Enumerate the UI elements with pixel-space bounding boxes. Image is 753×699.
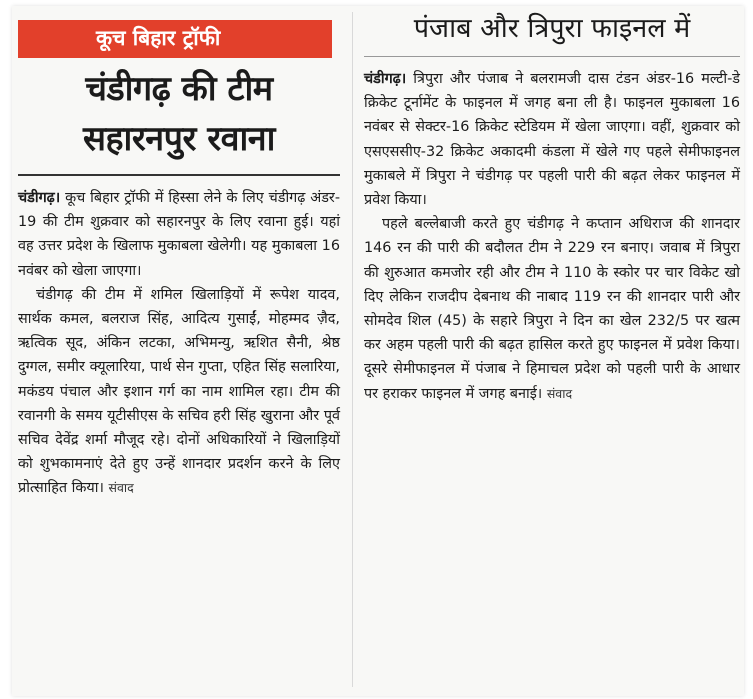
right-dateline: चंडीगढ़। — [364, 71, 407, 87]
right-paragraph-1 — [364, 67, 740, 212]
right-para2-text: पहले बल्लेबाजी करते हुए चंडीगढ़ ने कप्तान अधिराज की शानदार 146 रन की पारी की बदौलत टीम ने 229 रन बनाए। जवाब में त्रिपुरा की शुरुआत कमजोर रही और टीम ने 110 के स्कोर पर चार विकेट खो दिए लेकिन राजदीप देबनाथ की नाबाद 119 रन की शानदार पारी और सोमदेव शिल (45) के सहारे त्रिपुरा ने दिन का खेल 232/5 पर खत्म कर अहम पहली पारी की बढ़त हासिल करते हुए फाइनल में प्रवेश किया। दूसरे सेमीफाइनल में पंजाब ने हिमाचल प्रदेश को पहली पारी के आधार पर हराकर फाइनल में जगह बनाई। — [364, 216, 740, 402]
right-para1-text: त्रिपुरा और पंजाब ने बलरामजी दास टंडन अंडर-16 मल्टी-डे क्रिकेट टूर्नामेंट के फाइनल में जगह बना ली है। फाइनल मुकाबला 16 नवंबर से सेक्टर-16 क्रिकेट स्टेडियम में खेला जाएगा। वहीं, शुक्रवार को एसएससीए-32 क्रिकेट अकादमी कंडला में खेले गए पहले सेमीफाइनल मुकाबले में त्रिपुरा ने चंडीगढ़ पर पहली पारी की बढ़त लेकर फाइनल में प्रवेश किया। — [364, 71, 740, 209]
left-headline-line1: चंडीगढ़ की टीम — [85, 69, 273, 109]
right-credit: संवाद — [546, 385, 573, 401]
left-headline-line2: सहारनपुर रवाना — [83, 119, 275, 159]
left-paragraph-2 — [18, 283, 340, 501]
left-credit: संवाद — [108, 480, 134, 496]
left-paragraph-1 — [18, 186, 340, 283]
headline-rule — [18, 174, 340, 176]
right-paragraph-2 — [364, 212, 740, 406]
newspaper-clipping — [12, 6, 744, 696]
left-headline — [18, 64, 340, 164]
column-divider — [352, 12, 353, 687]
right-article — [364, 10, 740, 406]
left-para1-text: कूच बिहार ट्रॉफी में हिस्सा लेने के लिए चंडीगढ़ अंडर- 19 की टीम शुक्रवार को सहारनपुर के लिए रवाना हुई। यहां वह उत्तर प्रदेश के खिलाफ मुकाबला खेलेगी। यह मुकाबला 16 नवंबर को खेला जाएगा। — [18, 190, 341, 279]
left-article — [18, 20, 340, 501]
kicker-label: कूच बिहार ट्रॉफी — [18, 20, 332, 58]
right-headline-rule — [364, 56, 740, 57]
left-dateline: चंडीगढ़। — [18, 190, 61, 206]
left-para2-text: चंडीगढ़ की टीम में शमिल खिलाड़ियों में रूपेश यादव, सार्थक कमल, बलराज सिंह, आदित्य गुसाईं, मोहम्मद ज़ैद, ऋत्विक सूद, अंकिन लटका, अभिमन्यु, ऋशित सैनी, श्रेष्ठ दुग्गल, समीर क्यूलारिया, पार्थ सेन गुप्ता, एहित सिंह सलारिया, मकंडय पंचाल और इशान गर्ग का नाम शामिल रहा। टीम की रवानगी के समय यूटीसीएस के सचिव हरी सिंह खुराना और पूर्व सचिव देवेंद्र शर्मा मौजूद रहे। दोनों अधिकारियों ने खिलाड़ियों को शुभकामनाएं देते हुए उन्हें शानदार प्रदर्शन करने के लिए प्रोत्साहित किया। — [18, 286, 340, 497]
right-headline: पंजाब और त्रिपुरा फाइनल में — [413, 13, 691, 44]
